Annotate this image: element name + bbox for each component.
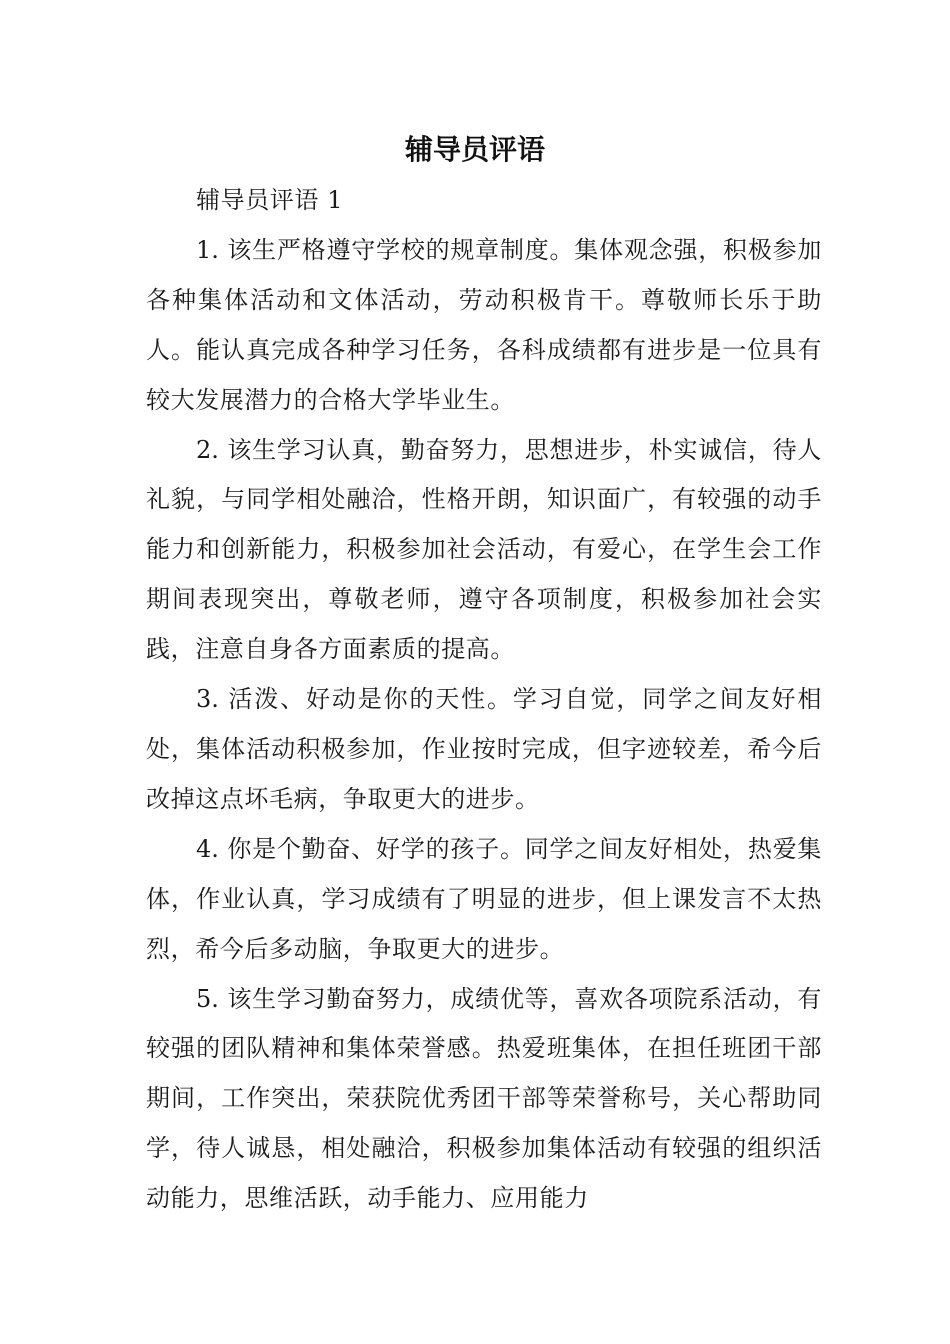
item-number: 4. [196, 834, 219, 863]
document-title: 辅导员评语 [404, 133, 545, 166]
item-text: 你是个勤奋、好学的孩子。同学之间友好相处，热爱集体，作业认真，学习成绩有了明显的进步，但上课发言不太热烈，希今后多动脑，争取更大的进步。 [146, 834, 822, 963]
item-text: 活泼、好动是你的天性。学习自觉，同学之间友好相处，集体活动积极参加，作业按时完成，但字迹较差，希今后改掉这点坏毛病，争取更大的进步。 [146, 685, 822, 813]
comment-item-5 [146, 975, 822, 1225]
comment-item-1 [146, 226, 822, 426]
document-body [146, 176, 822, 1224]
comment-item-3 [146, 675, 822, 825]
comment-item-2 [146, 426, 822, 676]
item-number: 5. [196, 984, 219, 1013]
item-text: 该生严格遵守学校的规章制度。集体观念强，积极参加各种集体活动和文体活动，劳动积极肯干。尊敬师长乐于助人。能认真完成各种学习任务，各科成绩都有进步是一位具有较大发展潜力的合格大学毕业生。 [146, 235, 822, 414]
item-number: 1. [196, 235, 219, 264]
comment-item-4 [146, 825, 822, 975]
item-number: 3. [196, 685, 219, 714]
section-heading: 辅导员评语 1 [196, 186, 344, 214]
item-text: 该生学习认真，勤奋努力，思想进步，朴实诚信，待人礼貌，与同学相处融洽，性格开朗，知识面广，有较强的动手能力和创新能力，积极参加社会活动，有爱心，在学生会工作期间表现突出，尊敬老师，遵守各项制度，积极参加社会实践，注意自身各方面素质的提高。 [146, 435, 822, 664]
item-number: 2. [196, 435, 219, 464]
item-text: 该生学习勤奋努力，成绩优等，喜欢各项院系活动，有较强的团队精神和集体荣誉感。热爱班集体，在担任班团干部期间，工作突出，荣获院优秀团干部等荣誉称号，关心帮助同学，待人诚恳，相处融洽，积极参加集体活动有较强的组织活动能力，思维活跃，动手能力、应用能力 [146, 984, 822, 1213]
